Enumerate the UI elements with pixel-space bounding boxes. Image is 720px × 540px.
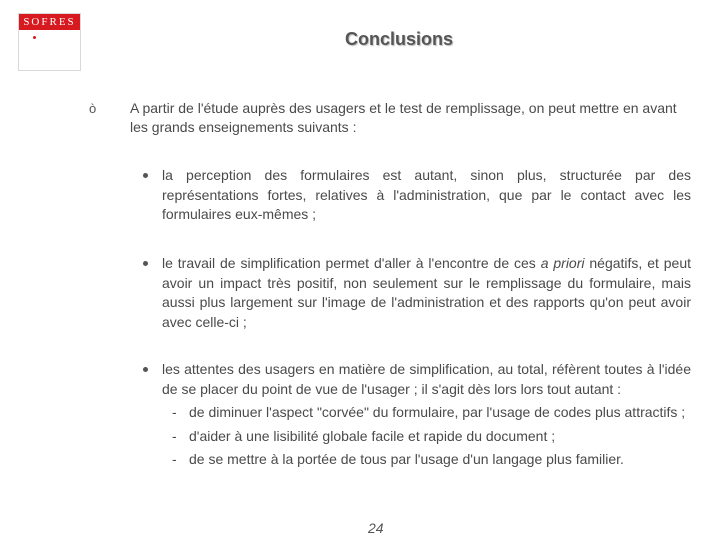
bullet-dot-icon [143, 367, 148, 372]
dash-marker: - [172, 451, 177, 467]
sub-item [172, 403, 691, 423]
intro-text: A partir de l'étude auprès des usagers et le test de remplissage, on peut mettre en avant les grands enseignements suivants : [130, 100, 677, 135]
logo-wordmark: SOFRES [19, 14, 80, 30]
sub-item-text: de se mettre à la portée de tous par l'usage d'un langage plus familier. [189, 451, 624, 467]
arrow-bullet-icon: ò [89, 101, 97, 116]
slide-title: Conclusions [344, 29, 453, 49]
bullet-item-attentes [143, 360, 691, 470]
bullet-text-start: le travail de simplification permet d'aller à l'encontre de ces [162, 255, 541, 271]
bullet-text [162, 254, 691, 332]
bullet-item-perception [143, 166, 691, 225]
bullet-text-italic: a priori [540, 255, 585, 271]
dash-marker: - [172, 404, 177, 420]
page-number: 24 [368, 520, 384, 536]
bullet-item-simplification [143, 254, 691, 332]
sub-item [172, 427, 691, 447]
intro-paragraph [89, 99, 691, 137]
dash-marker: - [172, 427, 177, 444]
bullet-dot-icon [143, 173, 148, 178]
bullet-text: les attentes des usagers en matière de simplification, au total, réfèrent toutes à l'idée de se placer du point de vue de l'usager ; il s'agit dès lors lors tout autant : [162, 361, 691, 397]
sub-item [172, 450, 691, 470]
bullet-text-end: négatifs, et peut avoir un impact très positif, non seulement sur le remplissage du formulaire, mais aussi plus largement sur l'image de l'administration et des rapports qu'on peut avoir avec celle-ci ; [162, 255, 691, 330]
sub-item-text: de diminuer l'aspect "corvée" du formulaire, par l'usage de codes plus attractifs ; [189, 404, 686, 420]
sub-item-text: d'aider à une lisibilité globale facile et rapide du document ; [189, 427, 556, 444]
bullet-text: la perception des formulaires est autant, sinon plus, structurée par des représentations fortes, relatives à l'administration, que par le contact avec les formulaires eux-mêmes ; [162, 167, 691, 222]
bullet-dot-icon [143, 261, 148, 266]
